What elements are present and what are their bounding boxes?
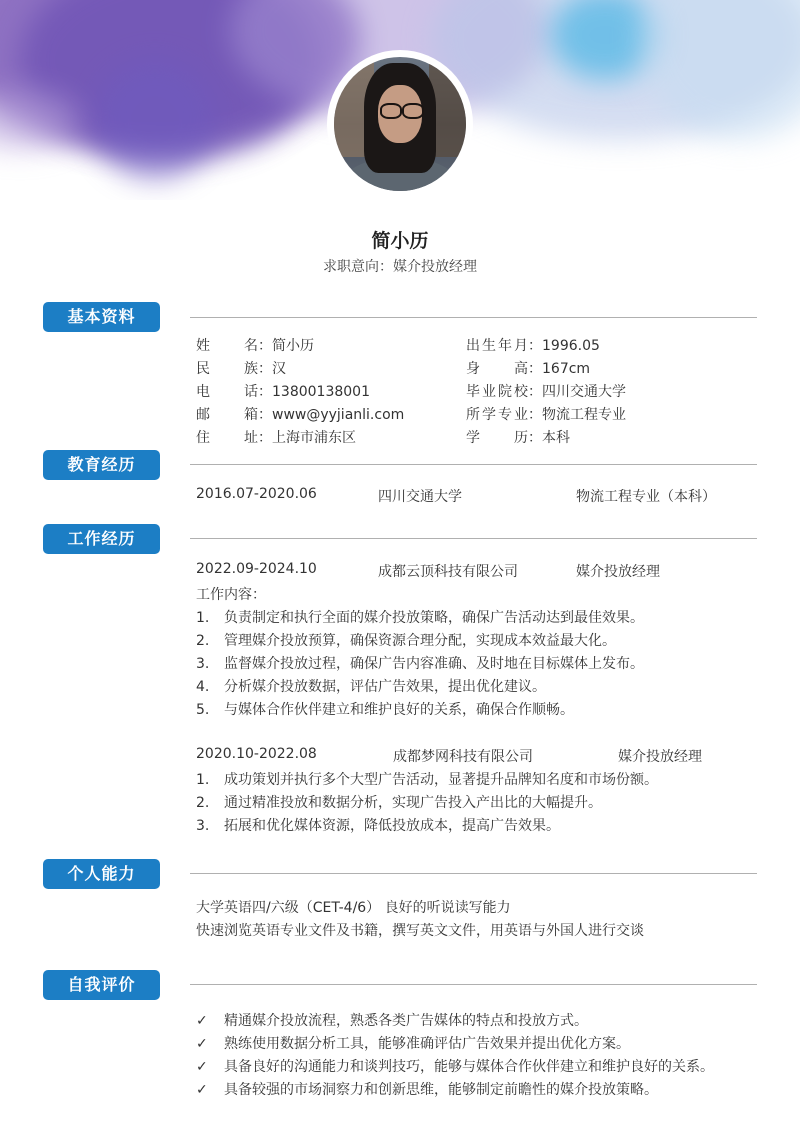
info-degree: 学 历：本科 [466,430,570,446]
info-address: 住 址：上海市浦东区 [196,430,356,446]
job-intent [0,256,800,276]
check-icon: ✓ [196,1036,208,1052]
candidate-name: 简小历 [371,230,429,252]
education-school: 四川交通大学 [378,489,462,505]
section-divider [190,464,757,465]
ability-item: 大学英语四/六级（CET-4/6） 良好的听说读写能力 [196,900,511,916]
watercolor-splash [95,60,215,180]
work-period: 2022.09-2024.10 [196,561,317,577]
check-icon: ✓ [196,1013,208,1029]
self-eval-item: ✓ 精通媒介投放流程，熟悉各类广告媒体的特点和投放方式。 [196,1013,588,1029]
self-eval-item: ✓ 具备较强的市场洞察力和创新思维，能够制定前瞻性的媒介投放策略。 [196,1082,658,1098]
section-divider [190,873,757,874]
section-tag-basic-info: 基本资料 [43,302,160,332]
section-tag-ability: 个人能力 [43,859,160,889]
section-tag-work: 工作经历 [43,524,160,554]
section-tag-self-evaluation: 自我评价 [43,970,160,1000]
section-divider [190,538,757,539]
education-period: 2016.07-2020.06 [196,486,317,502]
info-phone: 电 话：13800138001 [196,384,370,400]
work-item: 2. 通过精准投放和数据分析，实现广告投入产出比的大幅提升。 [196,795,602,811]
work-content-label: 工作内容： [196,587,266,603]
work-title: 媒介投放经理 [618,749,702,765]
check-icon: ✓ [196,1059,208,1075]
glasses-icon [402,103,424,119]
section-tag-education: 教育经历 [43,450,160,480]
info-email: 邮 箱：www@yyjianli.com [196,407,405,423]
work-item: 5. 与媒体合作伙伴建立和维护良好的关系，确保合作顺畅。 [196,702,574,718]
work-period: 2020.10-2022.08 [196,746,317,762]
info-birth: 出生年月：1996.05 [466,338,600,354]
avatar [334,57,466,191]
work-item: 2. 管理媒介投放预算，确保资源合理分配，实现成本效益最大化。 [196,633,616,649]
work-title: 媒介投放经理 [576,564,660,580]
glasses-icon [380,103,402,119]
job-intent-value: 媒介投放经理 [393,259,477,275]
self-eval-item: ✓ 熟练使用数据分析工具，能够准确评估广告效果并提出优化方案。 [196,1036,630,1052]
work-item: 1. 成功策划并执行多个大型广告活动，显著提升品牌知名度和市场份额。 [196,772,658,788]
work-item: 4. 分析媒介投放数据，评估广告效果，提出优化建议。 [196,679,546,695]
info-ethnicity: 民 族：汉 [196,361,286,377]
education-major: 物流工程专业（本科） [576,489,716,505]
work-company: 成都云顶科技有限公司 [378,564,518,580]
ability-item: 快速浏览英语专业文件及书籍，撰写英文文件，用英语与外国人进行交谈 [196,923,644,939]
section-divider [190,984,757,985]
work-item: 3. 拓展和优化媒体资源，降低投放成本，提高广告效果。 [196,818,560,834]
work-company: 成都梦网科技有限公司 [393,749,533,765]
info-school: 毕业院校：四川交通大学 [466,384,626,400]
work-item: 3. 监督媒介投放过程，确保广告内容准确、及时地在目标媒体上发布。 [196,656,644,672]
info-height: 身 高：167cm [466,361,591,377]
self-eval-item: ✓ 具备良好的沟通能力和谈判技巧，能够与媒体合作伙伴建立和维护良好的关系。 [196,1059,714,1075]
info-name: 姓 名：简小历 [196,338,314,354]
job-intent-label: 求职意向： [323,259,393,275]
info-major: 所学专业：物流工程专业 [466,407,626,423]
section-divider [190,317,757,318]
work-item: 1. 负责制定和执行全面的媒介投放策略，确保广告活动达到最佳效果。 [196,610,644,626]
check-icon: ✓ [196,1082,208,1098]
